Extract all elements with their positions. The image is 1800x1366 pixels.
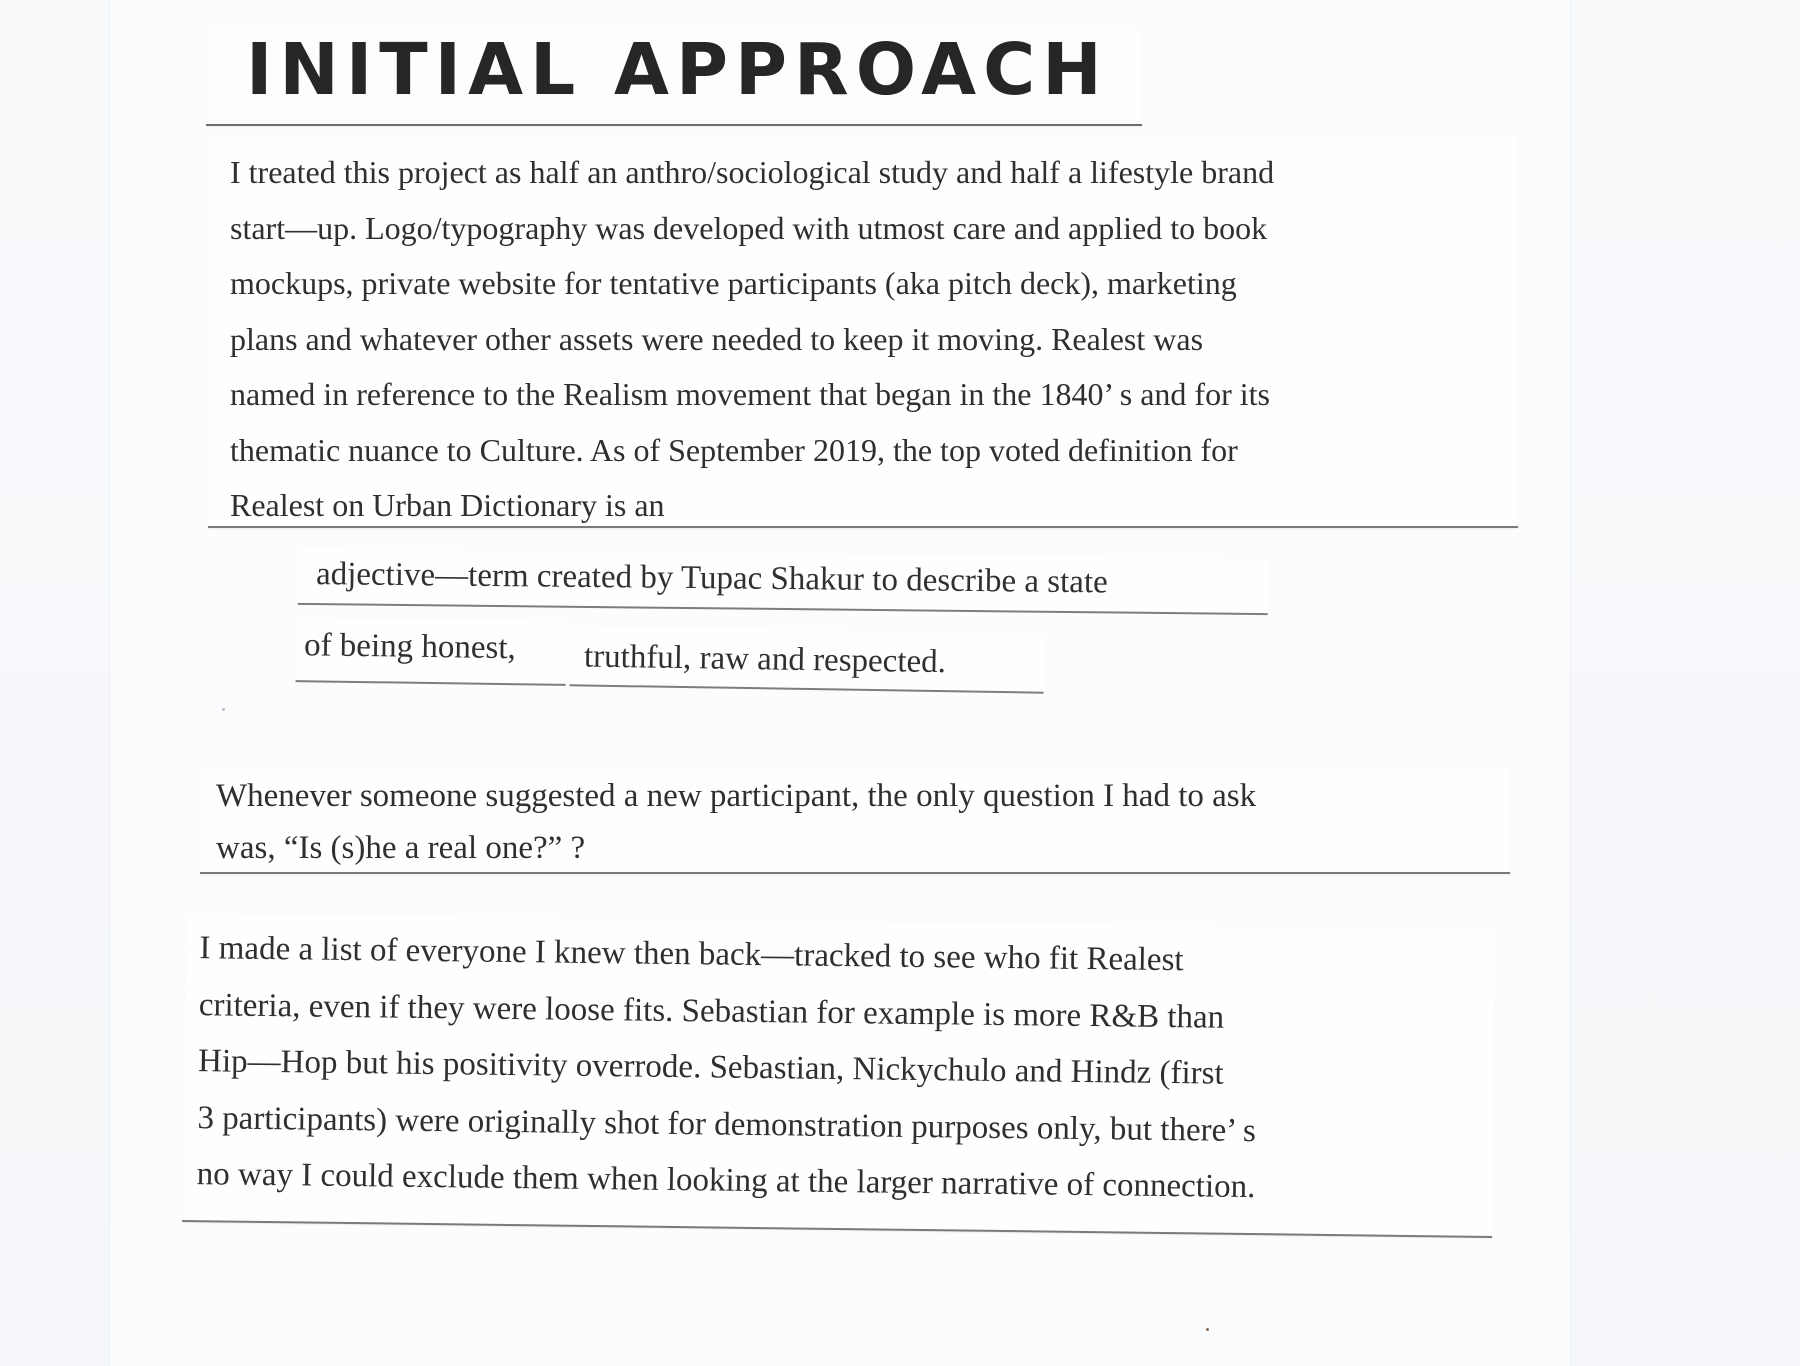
participants-line: 3 participants) were originally shot for demonstration purposes only, but there’ s <box>197 1099 1257 1149</box>
question-line: Whenever someone suggested a new participant, the only question I had to ask <box>216 778 1257 814</box>
participants-line: Hip—Hop but his positivity overrode. Sebastian, Nickychulo and Hindz (first <box>197 1043 1224 1092</box>
definition-line: adjective—term created by Tupac Shakur to describe a state <box>315 556 1108 601</box>
intro-line: plans and whatever other assets were needed to keep it moving. Realest was <box>230 320 1204 357</box>
participants-line: criteria, even if they were loose fits. Sebastian for example is more R&B than <box>198 986 1225 1036</box>
intro-paragraph <box>230 145 1274 534</box>
definition-clipping-2 <box>296 618 567 686</box>
participants-line: no way I could exclude them when looking at the larger narrative of connection. <box>196 1156 1256 1206</box>
intro-line: named in reference to the Realism movement that began in the 1840’ s and for its <box>230 376 1270 412</box>
intro-line: I treated this project as half an anthro/sociological study and half a lifestyle brand <box>230 154 1275 190</box>
question-line: was, “Is (s)he a real one?” ? <box>216 830 586 866</box>
participants-line: I made a list of everyone I knew then back—tracked to see who fit Realest <box>199 930 1184 979</box>
definition-clipping-1 <box>298 549 1269 615</box>
question-paragraph <box>216 770 1256 874</box>
scan-speck <box>222 708 225 711</box>
definition-clipping-3 <box>570 626 1045 693</box>
page-title: INITIAL APPROACH <box>246 28 1109 111</box>
scan-speck <box>1206 1328 1209 1331</box>
definition-fragment: truthful, raw and respected. <box>583 638 947 681</box>
question-paragraph-clipping <box>200 768 1510 874</box>
participants-paragraph-clipping <box>182 914 1496 1238</box>
intro-line: start—up. Logo/typography was developed with utmost care and applied to book <box>230 209 1268 246</box>
intro-line: thematic nuance to Culture. As of September 2019, the top voted definition for <box>230 431 1238 468</box>
participants-paragraph <box>196 920 1258 1215</box>
definition-fragment: of being honest, <box>303 627 517 667</box>
intro-line: Realest on Urban Dictionary is an <box>230 487 665 523</box>
intro-paragraph-clipping <box>208 136 1518 528</box>
title-clipping <box>206 28 1142 126</box>
intro-line: mockups, private website for tentative participants (aka pitch deck), marketing <box>230 265 1237 301</box>
